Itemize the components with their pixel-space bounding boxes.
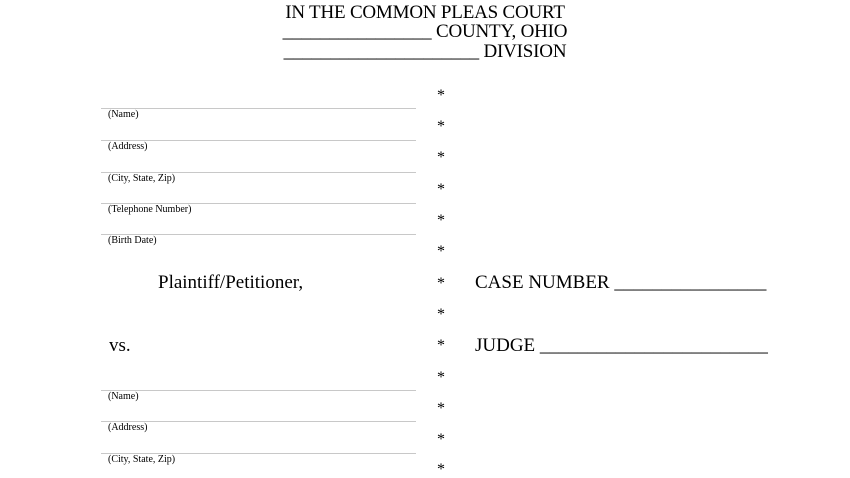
- separator-star: *: [437, 431, 445, 448]
- separator-star: *: [437, 461, 445, 478]
- separator-star: *: [437, 369, 445, 386]
- division-line: _____________________ DIVISION: [283, 41, 567, 62]
- defendant-city-label: (City, State, Zip): [108, 454, 176, 465]
- separator-star: *: [437, 87, 445, 104]
- plaintiff-phone-label: (Telephone Number): [108, 204, 192, 215]
- plaintiff-role-label: Plaintiff/Petitioner,: [158, 272, 304, 293]
- plaintiff-name-line[interactable]: [101, 108, 416, 109]
- defendant-name-line[interactable]: [101, 390, 416, 391]
- separator-star: *: [437, 337, 445, 354]
- separator-star: *: [437, 306, 445, 323]
- case-number-field[interactable]: CASE NUMBER ________________: [475, 272, 767, 293]
- defendant-address-line[interactable]: [101, 421, 416, 422]
- versus-label: vs.: [109, 335, 131, 356]
- separator-star: *: [437, 212, 445, 229]
- plaintiff-address-line[interactable]: [101, 140, 416, 141]
- defendant-name-label: (Name): [108, 391, 139, 402]
- separator-star: *: [437, 149, 445, 166]
- separator-star: *: [437, 181, 445, 198]
- plaintiff-address-label: (Address): [108, 141, 148, 152]
- defendant-address-label: (Address): [108, 422, 148, 433]
- separator-star: *: [437, 243, 445, 260]
- plaintiff-city-label: (City, State, Zip): [108, 173, 176, 184]
- separator-star: *: [437, 275, 445, 292]
- separator-star: *: [437, 400, 445, 417]
- separator-star: *: [437, 118, 445, 135]
- judge-field[interactable]: JUDGE ________________________: [475, 335, 768, 356]
- court-title: IN THE COMMON PLEAS COURT: [285, 2, 565, 23]
- county-line: ________________ COUNTY, OHIO: [282, 21, 568, 42]
- plaintiff-name-label: (Name): [108, 109, 139, 120]
- plaintiff-birthdate-label: (Birth Date): [108, 235, 157, 246]
